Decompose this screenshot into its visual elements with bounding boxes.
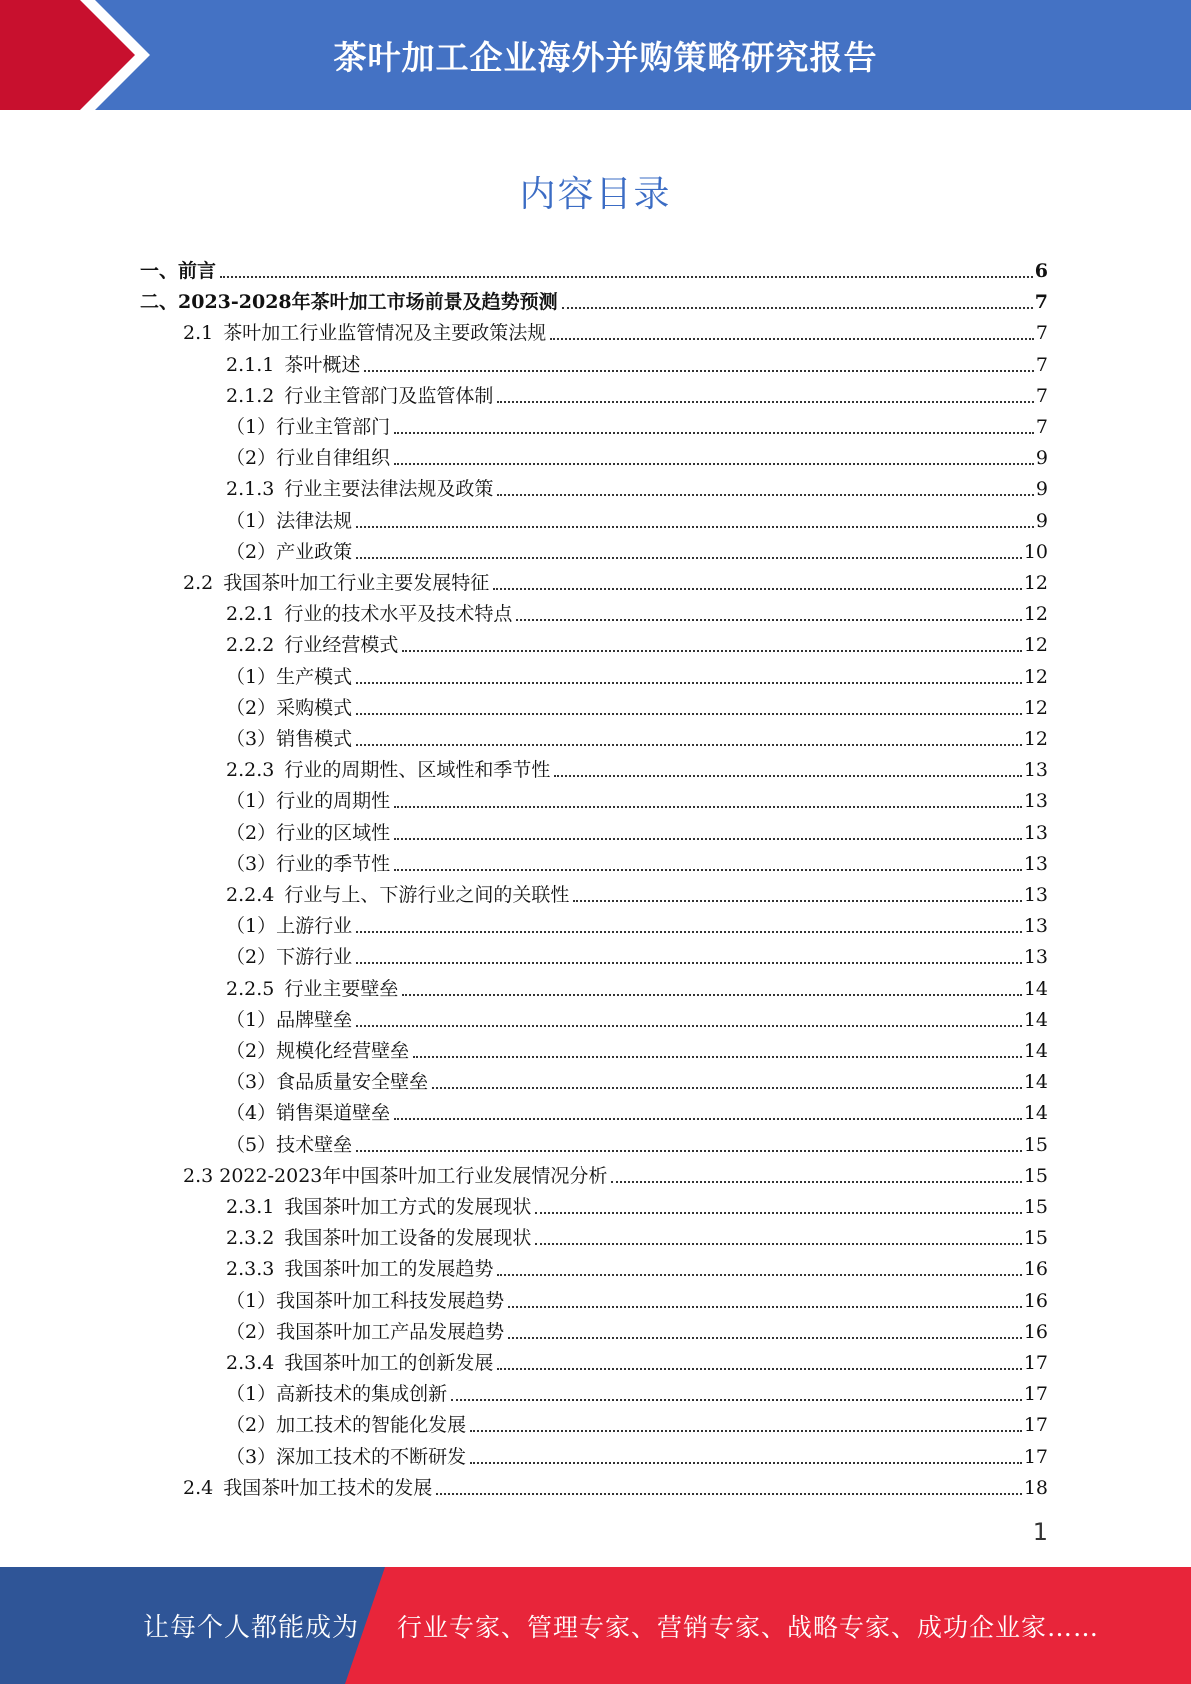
toc-entry-page: 14 — [1023, 1071, 1048, 1094]
toc-entry-label — [226, 1039, 409, 1063]
toc-entry-label — [226, 1226, 531, 1250]
toc-entry[interactable] — [226, 751, 1048, 782]
toc-entry-number: 2.4 — [183, 1476, 214, 1499]
toc-entry-page: 14 — [1023, 1102, 1048, 1125]
toc-entry[interactable] — [226, 1406, 1048, 1437]
toc-dot-leader — [451, 1398, 1022, 1401]
toc-entry-label — [183, 321, 546, 345]
toc-entry-number: 2.1.2 — [226, 384, 275, 407]
toc-dot-leader — [356, 1149, 1022, 1152]
toc-dot-leader — [356, 930, 1022, 933]
toc-entry-title: （1）行业的周期性 — [226, 790, 391, 813]
toc-dot-leader — [535, 1211, 1021, 1214]
toc-dot-leader — [413, 1055, 1022, 1058]
toc-entry-page: 14 — [1023, 1040, 1048, 1062]
page-number: 1 — [1032, 1518, 1048, 1546]
toc-entry-number: 2.2.2 — [226, 634, 275, 657]
toc-entry[interactable] — [183, 1469, 1048, 1500]
toc-entry-label — [226, 821, 390, 845]
toc-entry-title: 2.3 2022-2023年中国茶叶加工行业发展情况分析 — [183, 1164, 608, 1187]
toc-entry-title: 行业经营模式 — [284, 634, 399, 657]
toc-entry[interactable] — [226, 1032, 1048, 1063]
toc-entry-title: （1）生产模式 — [226, 665, 353, 688]
toc-entry-title: 茶叶加工行业监管情况及主要政策法规 — [223, 322, 547, 345]
toc-entry-number: 2.2.5 — [226, 977, 275, 1000]
toc-dot-leader — [497, 400, 1034, 403]
toc-dot-leader — [220, 275, 1033, 278]
toc-entry-label — [183, 571, 489, 595]
toc-entry-title: （4）销售渠道壁垒 — [226, 1102, 391, 1125]
toc-entry-page: 13 — [1023, 884, 1048, 906]
toc-dot-leader — [356, 556, 1022, 559]
toc-entry[interactable] — [226, 970, 1048, 1001]
toc-entry-label — [140, 290, 558, 314]
toc-entry-label — [226, 883, 569, 907]
toc-entry-page: 16 — [1023, 1258, 1048, 1281]
toc-entry[interactable] — [226, 1094, 1048, 1125]
toc-entry[interactable] — [226, 845, 1048, 876]
toc-entry-title: （1）法律法规 — [226, 509, 353, 532]
toc-dot-leader — [402, 993, 1021, 996]
toc-entry-page: 12 — [1023, 634, 1048, 657]
toc-entry-page: 15 — [1023, 1133, 1048, 1156]
toc-entry-label — [226, 540, 352, 564]
toc-entry-title: （3）食品质量安全壁垒 — [226, 1071, 429, 1094]
toc-entry-page: 17 — [1023, 1383, 1048, 1406]
toc-entry-label — [226, 1008, 352, 1032]
toc-entry-page: 7 — [1035, 416, 1048, 438]
toc-entry-page: 12 — [1023, 603, 1048, 626]
toc-entry-label — [226, 1382, 447, 1406]
toc-dot-leader — [470, 1461, 1022, 1464]
toc-entry-page: 15 — [1023, 1196, 1048, 1218]
toc-entry[interactable] — [226, 720, 1048, 751]
toc-entry[interactable] — [226, 1344, 1048, 1375]
toc-entry-title: （2）行业自律组织 — [226, 447, 391, 470]
toc-entry[interactable] — [183, 314, 1048, 345]
toc-entry[interactable] — [226, 439, 1048, 470]
toc-entry-page: 17 — [1023, 1445, 1048, 1468]
toc-entry-label — [226, 852, 390, 876]
toc-entry-page: 17 — [1023, 1352, 1048, 1374]
toc-entry-page: 14 — [1023, 977, 1048, 1000]
toc-entry-page: 16 — [1023, 1289, 1048, 1312]
toc-dot-leader — [611, 1180, 1021, 1183]
toc-entry[interactable] — [183, 564, 1048, 595]
toc-entry-page: 6 — [1034, 260, 1048, 282]
toc-entry-label — [226, 602, 512, 626]
toc-entry-page: 18 — [1023, 1476, 1048, 1499]
toc-entry-label — [226, 509, 352, 533]
toc-dot-leader — [436, 1492, 1022, 1495]
toc-entry-page: 9 — [1035, 509, 1048, 532]
toc-dot-leader — [356, 743, 1022, 746]
toc-entry[interactable] — [140, 252, 1048, 283]
toc-entry-label — [226, 1320, 504, 1344]
report-header-band — [0, 0, 1191, 110]
toc-entry-title: （2）产业政策 — [226, 540, 353, 563]
toc-dot-leader — [356, 712, 1022, 715]
toc-entry-number: 2.2.1 — [226, 603, 275, 626]
toc-entry[interactable] — [226, 1250, 1048, 1281]
toc-entry-title: 我国茶叶加工方式的发展现状 — [284, 1196, 532, 1218]
toc-entry-title: （1）上游行业 — [226, 915, 353, 938]
toc-dot-leader — [356, 961, 1022, 964]
toc-dot-leader — [364, 369, 1034, 372]
toc-entry[interactable] — [226, 907, 1048, 938]
toc-entry-title: 我国茶叶加工设备的发展现状 — [284, 1227, 532, 1250]
toc-entry-title: 我国茶叶加工行业主要发展特征 — [223, 572, 490, 594]
toc-entry-page: 13 — [1023, 915, 1048, 938]
toc-dot-leader — [497, 493, 1034, 496]
toc-entry-label — [226, 977, 398, 1001]
toc-entry-label — [226, 758, 550, 782]
toc-dot-leader — [394, 1117, 1022, 1120]
toc-entry-title: （5）技术壁垒 — [226, 1133, 353, 1156]
toc-entry[interactable] — [226, 502, 1048, 533]
toc-entry-page: 13 — [1023, 946, 1048, 969]
toc-entry[interactable] — [226, 1063, 1048, 1094]
toc-entry[interactable] — [140, 283, 1048, 314]
toc-dot-leader — [394, 837, 1022, 840]
toc-entry[interactable] — [226, 1188, 1048, 1219]
toc-entry-page: 7 — [1034, 291, 1048, 314]
toc-entry-label — [226, 696, 352, 720]
report-title: 茶叶加工企业海外并购策略研究报告 — [333, 37, 878, 77]
toc-entry-label — [226, 1445, 466, 1469]
footer-slogan-left: 让每个人都能成为 — [143, 1613, 360, 1643]
toc-dot-leader — [493, 587, 1022, 590]
toc-entry[interactable] — [226, 346, 1048, 377]
footer-band — [0, 1567, 1191, 1684]
toc-entry-label — [226, 477, 493, 501]
toc-entry-title: 行业主管部门及监管体制 — [284, 384, 494, 407]
toc-entry-page: 13 — [1023, 852, 1048, 875]
toc-entry[interactable] — [226, 938, 1048, 969]
toc-dot-leader — [394, 462, 1034, 465]
toc-entry-page: 17 — [1023, 1414, 1048, 1437]
toc-entry-label — [226, 1195, 531, 1219]
toc-entry-title: （3）深加工技术的不断研发 — [226, 1445, 467, 1468]
toc-heading: 内容目录 — [519, 174, 672, 215]
toc-entry-title: （1）品牌壁垒 — [226, 1008, 353, 1031]
toc-entry-label — [226, 1257, 493, 1281]
toc-entry[interactable] — [226, 1313, 1048, 1344]
toc-dot-leader — [508, 1305, 1022, 1308]
toc-entry-label — [226, 1413, 466, 1437]
toc-entry-page: 7 — [1035, 353, 1048, 376]
toc-entry-label — [226, 727, 352, 751]
toc-entry[interactable] — [226, 533, 1048, 564]
toc-entry[interactable] — [226, 470, 1048, 501]
toc-entry-page: 10 — [1023, 540, 1048, 563]
toc-dot-leader — [402, 649, 1021, 652]
toc-entry-title: 一、前言 — [140, 260, 217, 282]
toc-entry[interactable] — [226, 689, 1048, 720]
toc-entry-label — [183, 1164, 607, 1188]
toc-entry-number: 2.3.4 — [226, 1352, 275, 1374]
toc-dot-leader — [394, 805, 1022, 808]
toc-entry[interactable] — [226, 626, 1048, 657]
toc-entry-title: 二、2023-2028年茶叶加工市场前景及趋势预测 — [140, 291, 558, 314]
toc-entry-page: 13 — [1023, 790, 1048, 813]
toc-entry-page: 9 — [1035, 478, 1048, 501]
toc-entry-page: 12 — [1023, 696, 1048, 719]
toc-entry-label — [226, 665, 352, 689]
toc-entry-label — [226, 353, 360, 377]
toc-entry-label — [226, 1133, 352, 1157]
toc-entry-page: 12 — [1023, 665, 1048, 688]
toc-dot-leader — [470, 1429, 1022, 1432]
toc-entry-label — [226, 1351, 493, 1375]
toc-entry[interactable] — [226, 408, 1048, 439]
toc-dot-leader — [516, 618, 1021, 621]
toc-entry-label — [183, 1476, 432, 1500]
toc-entry[interactable] — [226, 658, 1048, 689]
toc-entry[interactable] — [226, 1219, 1048, 1250]
toc-dot-leader — [497, 1367, 1021, 1370]
toc-entry-label — [226, 914, 352, 938]
toc-entry-label — [226, 1070, 428, 1094]
toc-entry[interactable] — [226, 1282, 1048, 1313]
toc-entry-label — [226, 945, 352, 969]
toc-entry-number: 2.1.1 — [226, 353, 275, 376]
toc-entry-page: 13 — [1023, 821, 1048, 844]
toc-dot-leader — [394, 431, 1034, 434]
toc-entry-label — [226, 633, 398, 657]
toc-entry[interactable] — [226, 595, 1048, 626]
toc-entry-title: （2）行业的区域性 — [226, 821, 391, 844]
toc-entry[interactable] — [226, 876, 1048, 907]
toc-entry-label — [140, 259, 216, 283]
toc-dot-leader — [356, 525, 1034, 528]
toc-entry-page: 12 — [1023, 572, 1048, 594]
toc-entry-label — [226, 789, 390, 813]
toc-dot-leader — [356, 1024, 1022, 1027]
toc-entry-title: （2）我国茶叶加工产品发展趋势 — [226, 1320, 505, 1343]
toc-dot-leader — [356, 681, 1022, 684]
toc-entry-title: （3）行业的季节性 — [226, 852, 391, 875]
toc-entry[interactable] — [226, 814, 1048, 845]
toc-entry-title: 行业的周期性、区域性和季节性 — [284, 759, 551, 782]
toc-entry-page: 12 — [1023, 728, 1048, 750]
toc-dot-leader — [550, 337, 1034, 340]
toc-entry-title: 行业与上、下游行业之间的关联性 — [284, 884, 570, 906]
toc-entry-number: 2.2.4 — [226, 884, 275, 906]
toc-entry[interactable] — [226, 377, 1048, 408]
toc-entry-label — [226, 1289, 504, 1313]
toc-dot-leader — [508, 1336, 1022, 1339]
toc-entry-label — [226, 415, 390, 439]
toc-entry-title: （1）行业主管部门 — [226, 416, 391, 438]
toc-entry-page: 15 — [1023, 1164, 1048, 1187]
toc-entry-title: （3）销售模式 — [226, 728, 353, 750]
toc-entry-page: 13 — [1023, 759, 1048, 782]
toc-entry[interactable] — [226, 1438, 1048, 1469]
toc-entry-label — [226, 384, 493, 408]
toc-entry-label — [226, 446, 390, 470]
toc-entry-title: （1）我国茶叶加工科技发展趋势 — [226, 1289, 505, 1312]
toc-dot-leader — [535, 1242, 1021, 1245]
toc-entry-title: 行业主要壁垒 — [284, 977, 399, 1000]
toc-entry-title: （1）高新技术的集成创新 — [226, 1383, 448, 1406]
toc-entry-title: （2）加工技术的智能化发展 — [226, 1414, 467, 1437]
toc-entry-number: 2.1 — [183, 322, 214, 345]
toc-entry-number: 2.2.3 — [226, 759, 275, 782]
toc-entry-page: 15 — [1023, 1227, 1048, 1250]
toc-dot-leader — [562, 306, 1033, 309]
toc-entry-title: （2）规模化经营壁垒 — [226, 1040, 410, 1062]
toc-dot-leader — [554, 774, 1021, 777]
toc-entry-title: 行业的技术水平及技术特点 — [284, 603, 513, 626]
toc-entry-number: 2.2 — [183, 572, 214, 594]
toc-dot-leader — [497, 1273, 1021, 1276]
toc-dot-leader — [432, 1086, 1022, 1089]
toc-dot-leader — [394, 868, 1022, 871]
toc-entry-number: 2.3.3 — [226, 1258, 275, 1281]
toc-entry-title: 我国茶叶加工技术的发展 — [223, 1476, 433, 1499]
toc-entry-page: 16 — [1023, 1320, 1048, 1343]
toc-entry-label — [226, 1101, 390, 1125]
toc-entry[interactable] — [226, 1126, 1048, 1157]
toc-dot-leader — [573, 899, 1021, 902]
toc-entry-number: 2.1.3 — [226, 478, 275, 501]
toc-entry[interactable] — [226, 1001, 1048, 1032]
toc-entry[interactable] — [183, 1157, 1048, 1188]
toc-entry-title: 行业主要法律法规及政策 — [284, 478, 494, 501]
toc-entry-title: 我国茶叶加工的创新发展 — [284, 1352, 494, 1374]
toc-entry-number: 2.3.2 — [226, 1227, 275, 1250]
toc-entry-page: 7 — [1035, 384, 1048, 407]
toc-entry-number: 2.3.1 — [226, 1196, 275, 1218]
footer-slogan-right: 行业专家、管理专家、营销专家、战略专家、成功企业家…… — [397, 1612, 1100, 1642]
toc-entry-title: （2）下游行业 — [226, 946, 353, 969]
toc-entry-page: 14 — [1023, 1008, 1048, 1031]
toc-entry-page: 7 — [1035, 322, 1048, 345]
toc-entry-title: 我国茶叶加工的发展趋势 — [284, 1258, 494, 1281]
toc-entry-title: （2）采购模式 — [226, 696, 353, 719]
toc-entry[interactable] — [226, 1375, 1048, 1406]
toc-entry[interactable] — [226, 782, 1048, 813]
toc-entry-title: 茶叶概述 — [284, 353, 361, 376]
toc-entry-page: 9 — [1035, 447, 1048, 470]
